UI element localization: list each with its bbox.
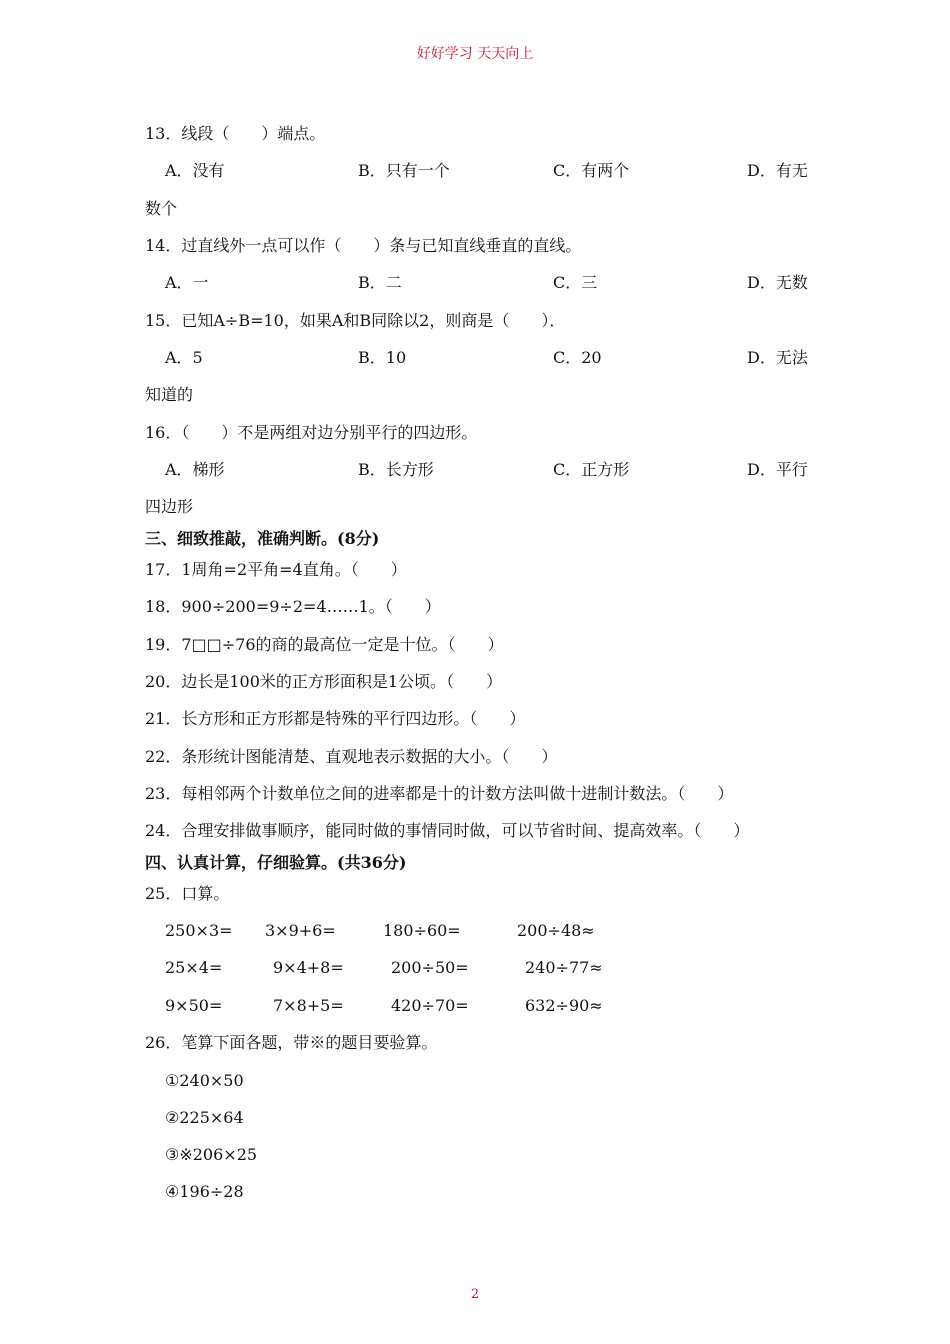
option-b: B．只有一个 bbox=[358, 161, 450, 180]
option-d: D．平行 bbox=[747, 460, 808, 479]
oral-item: 200÷48≈ bbox=[517, 921, 595, 940]
question-24: 24．合理安排做事顺序，能同时做的事情同时做，可以节省时间、提高效率。（ ） bbox=[145, 821, 750, 840]
oral-item: 250×3= bbox=[165, 921, 233, 940]
option-c: C．正方形 bbox=[553, 460, 630, 479]
question-26: 26．笔算下面各题，带※的题目要验算。 bbox=[145, 1033, 438, 1052]
oral-item: 9×50= bbox=[165, 996, 223, 1015]
question-19: 19．7□□÷76的商的最高位一定是十位。（ ） bbox=[145, 635, 504, 654]
question-23: 23．每相邻两个计数单位之间的进率都是十的计数方法叫做十进制计数法。（ ） bbox=[145, 784, 734, 803]
oral-item: 25×4= bbox=[165, 958, 223, 977]
option-d-wrap: 四边形 bbox=[145, 497, 194, 516]
question-14: 14．过直线外一点可以作（ ）条与已知直线垂直的直线。 bbox=[145, 236, 582, 255]
oral-item: 7×8+5= bbox=[273, 996, 344, 1015]
option-c: C．20 bbox=[553, 348, 602, 367]
question-21: 21．长方形和正方形都是特殊的平行四边形。（ ） bbox=[145, 709, 526, 728]
oral-item: 9×4+8= bbox=[273, 958, 344, 977]
section-4-heading: 四、认真计算，仔细验算。(共36分) bbox=[145, 853, 407, 872]
option-c: C．有两个 bbox=[553, 161, 630, 180]
oral-item: 632÷90≈ bbox=[525, 996, 603, 1015]
option-a: A．5 bbox=[165, 348, 203, 367]
page-number: 2 bbox=[470, 1287, 480, 1302]
option-d: D．无数 bbox=[747, 273, 808, 292]
question-17: 17．1周角=2平角=4直角。（ ） bbox=[145, 560, 407, 579]
written-item: ③※206×25 bbox=[165, 1145, 258, 1164]
question-20: 20．边长是100米的正方形面积是1公顷。（ ） bbox=[145, 672, 503, 691]
oral-item: 240÷77≈ bbox=[525, 958, 603, 977]
written-item: ①240×50 bbox=[165, 1071, 244, 1090]
written-item: ④196÷28 bbox=[165, 1182, 244, 1201]
option-d: D．有无 bbox=[747, 161, 808, 180]
question-25: 25．口算。 bbox=[145, 884, 230, 903]
written-item: ②225×64 bbox=[165, 1108, 244, 1127]
option-a: A．没有 bbox=[165, 161, 225, 180]
option-b: B．长方形 bbox=[358, 460, 434, 479]
page-header: 好好学习 天天向上 bbox=[416, 46, 534, 62]
option-a: A．一 bbox=[165, 273, 209, 292]
question-16: 16．（ ）不是两组对边分别平行的四边形。 bbox=[145, 423, 478, 442]
option-d-wrap: 知道的 bbox=[145, 385, 194, 404]
question-13: 13．线段（ ）端点。 bbox=[145, 124, 326, 143]
option-b: B．10 bbox=[358, 348, 407, 367]
option-b: B．二 bbox=[358, 273, 402, 292]
oral-item: 420÷70= bbox=[391, 996, 469, 1015]
option-d: D．无法 bbox=[747, 348, 808, 367]
option-a: A．梯形 bbox=[165, 460, 225, 479]
oral-item: 180÷60= bbox=[383, 921, 461, 940]
option-d-wrap: 数个 bbox=[145, 199, 178, 218]
question-15: 15．已知A÷B=10，如果A和B同除以2，则商是（ ）． bbox=[145, 311, 566, 330]
oral-item: 3×9+6= bbox=[265, 921, 336, 940]
option-c: C．三 bbox=[553, 273, 598, 292]
question-18: 18．900÷200=9÷2=4……1。（ ） bbox=[145, 597, 441, 616]
question-22: 22．条形统计图能清楚、直观地表示数据的大小。（ ） bbox=[145, 747, 558, 766]
section-3-heading: 三、细致推敲，准确判断。(8分) bbox=[145, 529, 380, 548]
oral-item: 200÷50= bbox=[391, 958, 469, 977]
